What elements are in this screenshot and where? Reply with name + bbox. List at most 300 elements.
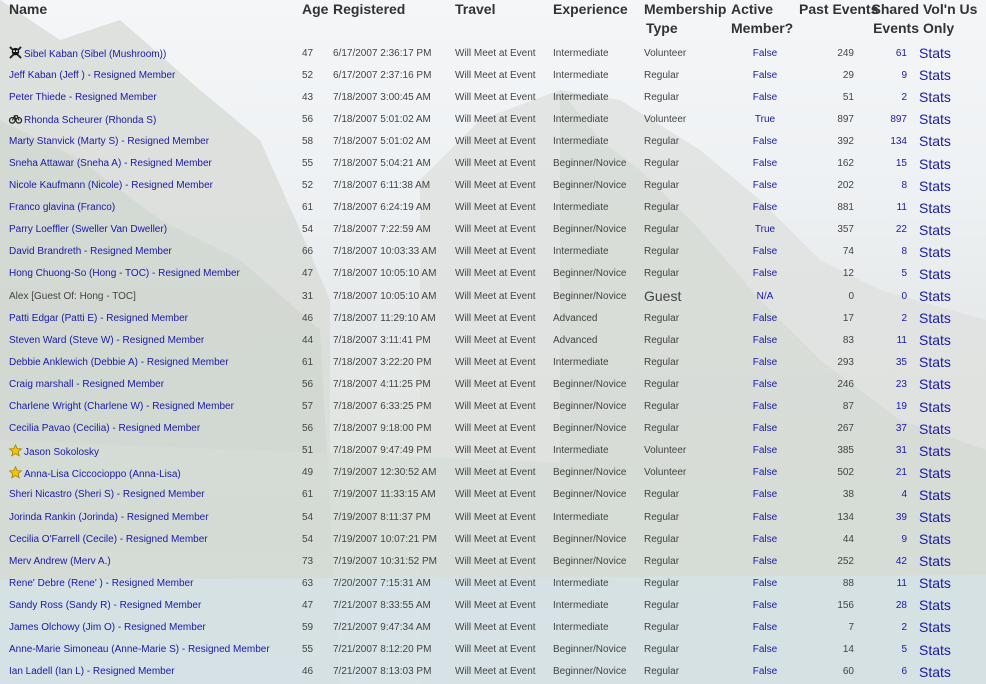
cell-name [0,241,302,263]
member-name-link[interactable]: Sandy Ross (Sandy R) - Resigned Member [9,599,202,611]
header-past-events[interactable]: Past Events [799,1,879,17]
stats-link[interactable]: Stats [919,265,951,282]
stats-link[interactable]: Stats [919,420,951,437]
cell-past-events: 51 [842,91,854,103]
cell-experience: Beginner/Novice [553,158,627,170]
cell-travel: Will Meet at Event [455,378,536,390]
cell-age: 44 [302,334,314,346]
member-name-link[interactable]: Sheri Nicastro (Sheri S) - Resigned Member [9,489,205,501]
cell-travel: Will Meet at Event [455,577,536,589]
table-row [0,462,986,484]
cell-active-member: False [752,445,778,457]
cell-shared-events: 11 [896,334,907,346]
stats-link[interactable]: Stats [919,332,951,349]
cell-past-events: 252 [837,555,854,567]
cell-experience: Intermediate [553,47,609,59]
cell-shared-events: 11 [896,202,907,214]
cell-shared-events: 61 [895,47,907,59]
cell-age: 54 [302,533,314,545]
stats-link[interactable]: Stats [919,45,951,62]
cell-active-member: False [752,246,778,258]
member-name-link[interactable]: Debbie Anklewich (Debbie A) - Resigned Member [9,356,229,368]
cell-experience: Beginner/Novice [553,224,627,236]
cell-membership-type: Regular [644,533,680,545]
cell-stats [919,152,986,174]
table-row [0,572,986,594]
cell-active-member: False [752,666,778,678]
header-travel[interactable]: Travel [455,1,496,17]
member-name-link[interactable]: Jason Sokolosky [24,446,100,458]
cell-membership-type: Regular [644,135,680,147]
member-name-link[interactable]: Merv Andrew (Merv A.) [9,555,111,567]
cell-age: 61 [302,489,314,501]
cell-registered: 7/18/2007 6:11:38 AM [333,180,431,192]
cell-travel: Will Meet at Event [455,666,536,678]
cell-experience: Intermediate [553,69,609,81]
table-row [0,197,986,219]
stats-link[interactable]: Stats [919,221,951,238]
cell-experience: Beginner/Novice [553,423,627,435]
member-name-link[interactable]: Sibel Kaban (Sibel (Mushroom)) [24,49,167,61]
member-name-link[interactable]: Anne-Marie Simoneau (Anne-Marie S) - Resigned Member [9,644,270,656]
cell-shared-events: 42 [895,555,907,567]
cell-membership-type: Regular [644,378,680,390]
cell-age: 46 [302,312,314,324]
header-membership-type[interactable]: Membership Type [644,1,727,36]
stats-link[interactable]: Stats [919,486,951,503]
cell-age: 49 [302,467,314,479]
cell-membership-type: Regular [644,202,680,214]
stats-link[interactable]: Stats [919,597,951,614]
stats-link[interactable]: Stats [919,398,951,415]
stats-link[interactable]: Stats [919,376,951,393]
cell-experience: Advanced [553,312,598,324]
cell-active-member: False [752,401,778,413]
cell-registered: 6/17/2007 2:36:17 PM [333,47,432,59]
cell-name [0,64,302,86]
cell-age: 47 [302,268,314,280]
cell-age: 61 [302,356,314,368]
cell-stats [919,639,986,661]
table-row [0,418,986,440]
bike-icon [9,112,22,125]
cell-age: 55 [302,644,314,656]
cell-past-events: 162 [837,158,854,170]
member-name-link[interactable]: Charlene Wright (Charlene W) - Resigned Member [9,401,234,413]
cell-travel: Will Meet at Event [455,445,536,457]
stats-link[interactable]: Stats [919,531,951,548]
cell-experience: Advanced [553,334,598,346]
cell-membership-type: Volunteer [644,47,687,59]
stats-link[interactable]: Stats [919,553,951,570]
cell-age: 61 [302,202,314,214]
cell-stats [919,108,986,130]
header-experience[interactable]: Experience [553,1,628,17]
stats-link[interactable]: Stats [919,199,951,216]
cell-active-member: True [754,113,776,125]
table-row [0,550,986,572]
cell-shared-events: 8 [901,246,907,258]
table-row [0,616,986,638]
cell-experience: Intermediate [553,445,609,457]
cell-past-events: 897 [837,113,854,125]
cell-past-events: 385 [837,445,854,457]
cell-registered: 7/18/2007 11:29:10 AM [333,312,436,324]
member-name-link[interactable]: Jorinda Rankin (Jorinda) - Resigned Member [9,511,209,523]
cell-membership-type: Volunteer [644,445,687,457]
table-row [0,108,986,130]
cell-membership-type: Regular [644,555,680,567]
cell-travel: Will Meet at Event [455,180,536,192]
cell-age: 58 [302,135,314,147]
table-row [0,639,986,661]
table-row [0,263,986,285]
cell-name [0,440,302,462]
cell-shared-events: 897 [890,113,907,125]
cell-travel: Will Meet at Event [455,69,536,81]
cell-past-events: 87 [842,401,854,413]
cell-experience: Intermediate [553,621,609,633]
cell-past-events: 246 [837,378,854,390]
member-name-link[interactable]: Anna-Lisa Ciccocioppo (Anna-Lisa) [24,468,181,480]
stats-link[interactable]: Stats [919,442,951,459]
cell-name [0,572,302,594]
cell-shared-events: 9 [901,533,907,545]
cell-travel: Will Meet at Event [455,135,536,147]
cell-membership-type: Regular [644,489,680,501]
header-active-member[interactable]: Active Member? [731,1,794,36]
cell-active-member: False [752,644,778,656]
cell-shared-events: 4 [901,489,907,501]
cell-stats [919,506,986,528]
cell-travel: Will Meet at Event [455,644,536,656]
stats-link[interactable]: Stats [919,619,951,636]
cell-registered: 7/18/2007 9:18:00 PM [333,423,432,435]
cell-age: 56 [302,423,314,435]
cell-name [0,263,302,285]
member-name-link[interactable]: Marty Stanvick (Marty S) - Resigned Member [9,135,210,147]
cell-age: 56 [302,113,314,125]
cell-name [0,108,302,130]
cell-name [0,550,302,572]
cell-registered: 6/17/2007 2:37:16 PM [333,69,432,81]
member-name-link[interactable]: Franco glavina (Franco) [9,202,116,214]
table-row [0,219,986,241]
table-row [0,42,986,64]
cell-membership-type: Guest [644,288,682,305]
table-row [0,241,986,263]
cell-registered: 7/21/2007 8:13:03 PM [333,666,432,678]
cell-stats [919,661,986,683]
table-row [0,285,986,307]
cell-travel: Will Meet at Event [455,268,536,280]
stats-link[interactable]: Stats [919,89,951,106]
stats-link[interactable]: Stats [919,509,951,526]
table-row [0,329,986,351]
member-name-link[interactable]: Jeff Kaban (Jeff ) - Resigned Member [9,69,176,81]
cell-travel: Will Meet at Event [455,423,536,435]
cell-age: 54 [302,224,314,236]
member-name-link[interactable]: Cecilia O'Farrell (Cecile) - Resigned Member [9,533,208,545]
stats-link[interactable]: Stats [919,464,951,481]
table-row [0,484,986,506]
cell-shared-events: 2 [901,91,907,103]
stats-link[interactable]: Stats [919,243,951,260]
cell-membership-type: Regular [644,246,680,258]
header-shared-events[interactable]: Shared Events [871,1,919,36]
cell-shared-events: 23 [895,378,907,390]
cell-membership-type: Regular [644,180,680,192]
cell-registered: 7/21/2007 8:33:55 AM [333,599,431,611]
cell-active-member: True [754,224,776,236]
cell-active-member: False [752,91,778,103]
cell-active-member: False [752,533,778,545]
cell-name [0,152,302,174]
stats-link[interactable]: Stats [919,155,951,172]
stats-link[interactable]: Stats [919,641,951,658]
member-name-link[interactable]: David Brandreth - Resigned Member [9,246,172,258]
table-row [0,373,986,395]
cell-name [0,616,302,638]
cell-travel: Will Meet at Event [455,401,536,413]
cell-active-member: False [752,423,778,435]
cell-membership-type: Volunteer [644,113,687,125]
cell-stats [919,263,986,285]
cell-registered: 7/19/2007 8:11:37 PM [333,511,431,523]
cell-past-events: 267 [837,423,854,435]
cell-age: 47 [302,599,314,611]
stats-link[interactable]: Stats [919,354,951,371]
cell-age: 31 [302,290,314,302]
cell-stats [919,550,986,572]
cell-active-member: False [752,158,778,170]
cell-membership-type: Regular [644,224,680,236]
cell-active-member: False [752,268,778,280]
cell-name [0,484,302,506]
member-name-link[interactable]: Nicole Kaufmann (Nicole) - Resigned Member [9,180,213,192]
header-registered[interactable]: Registered [333,1,406,17]
cell-past-events: 0 [848,290,854,302]
cell-registered: 7/19/2007 12:30:52 AM [333,467,437,479]
cell-past-events: 29 [842,69,854,81]
table-row [0,661,986,683]
cell-registered: 7/18/2007 4:11:25 PM [333,378,431,390]
cell-shared-events: 35 [895,356,907,368]
header-name[interactable]: Name [9,1,48,17]
member-name-link[interactable]: Peter Thiede - Resigned Member [9,91,157,103]
cell-name [0,130,302,152]
header-age[interactable]: Age [302,1,329,17]
cell-shared-events: 6 [901,666,907,678]
cell-experience: Beginner/Novice [553,290,627,302]
cell-age: 56 [302,378,314,390]
cell-name [0,197,302,219]
cell-registered: 7/18/2007 7:22:59 AM [333,224,431,236]
cell-travel: Will Meet at Event [455,224,536,236]
cell-membership-type: Regular [644,158,680,170]
table-row [0,351,986,373]
cell-stats [919,528,986,550]
member-name-link[interactable]: Rene' Debre (Rene' ) - Resigned Member [9,577,194,589]
cell-stats [919,572,986,594]
cell-experience: Intermediate [553,113,609,125]
cell-registered: 7/21/2007 9:47:34 AM [333,621,431,633]
table-row [0,440,986,462]
cell-registered: 7/18/2007 5:01:02 AM [333,113,431,125]
table-row [0,396,986,418]
stats-link[interactable]: Stats [919,288,951,305]
cell-travel: Will Meet at Event [455,621,536,633]
cell-active-member: False [752,378,778,390]
cell-stats [919,219,986,241]
member-name-link[interactable]: Patti Edgar (Patti E) - Resigned Member [9,312,188,324]
cell-stats [919,64,986,86]
cell-past-events: 12 [842,268,854,280]
member-name-link[interactable]: Ian Ladell (Ian L) - Resigned Member [9,666,175,678]
table-row [0,86,986,108]
cell-travel: Will Meet at Event [455,489,536,501]
cell-registered: 7/18/2007 3:22:20 PM [333,356,432,368]
member-name-link[interactable]: Rhonda Scheurer (Rhonda S) [24,115,157,127]
member-name-link[interactable]: James Olchowy (Jim O) - Resigned Member [9,621,206,633]
member-name-link[interactable]: Parry Loeffler (Sweller Van Dweller) [9,224,168,236]
table-row [0,64,986,86]
cell-name [0,639,302,661]
member-name-link[interactable]: Craig marshall - Resigned Member [9,378,165,390]
cell-stats [919,197,986,219]
cell-travel: Will Meet at Event [455,533,536,545]
stats-link[interactable]: Stats [919,663,951,680]
stats-link[interactable]: Stats [919,310,951,327]
cell-active-member: False [752,511,778,523]
header-vol-only[interactable]: Vol'n Us Only [923,1,978,36]
cell-active-member: False [752,555,778,567]
member-name-link[interactable]: Sneha Attawar (Sneha A) - Resigned Member [9,158,212,170]
stats-link[interactable]: Stats [919,133,951,150]
member-name-link[interactable]: Steven Ward (Steve W) - Resigned Member [9,334,205,346]
cell-shared-events: 2 [901,312,907,324]
cell-past-events: 249 [837,47,854,59]
cell-membership-type: Regular [644,423,680,435]
cell-past-events: 44 [842,533,854,545]
cell-registered: 7/18/2007 6:24:19 AM [333,202,431,214]
cell-travel: Will Meet at Event [455,555,536,567]
cell-past-events: 38 [842,489,854,501]
stats-link[interactable]: Stats [919,177,951,194]
cell-age: 52 [302,180,314,192]
table-row [0,152,986,174]
cell-active-member: False [752,334,778,346]
cell-experience: Beginner/Novice [553,533,627,545]
cell-age: 51 [302,445,314,457]
cell-name [0,307,302,329]
cell-shared-events: 19 [895,401,907,413]
cell-name [0,506,302,528]
cell-registered: 7/18/2007 10:03:33 AM [333,246,437,258]
cell-travel: Will Meet at Event [455,599,536,611]
star-icon [9,444,22,457]
cell-age: 55 [302,158,314,170]
cell-registered: 7/18/2007 3:11:41 PM [333,334,431,346]
stats-link[interactable]: Stats [919,111,951,128]
cell-past-events: 14 [842,644,854,656]
cell-name [0,329,302,351]
cell-past-events: 357 [837,224,854,236]
cell-registered: 7/21/2007 8:12:20 PM [333,644,432,656]
cell-age: 52 [302,69,314,81]
cell-stats [919,484,986,506]
cell-experience: Intermediate [553,202,609,214]
cell-shared-events: 5 [901,268,907,280]
member-name: Alex [Guest Of: Hong - TOC] [9,290,136,302]
cell-shared-events: 15 [895,158,907,170]
cell-past-events: 17 [842,312,854,324]
cell-registered: 7/19/2007 10:31:52 PM [333,555,437,567]
table-row [0,175,986,197]
cell-stats [919,418,986,440]
cell-active-member: False [752,312,778,324]
cell-membership-type: Regular [644,644,680,656]
cell-membership-type: Regular [644,334,680,346]
stats-link[interactable]: Stats [919,575,951,592]
table-row [0,307,986,329]
member-name-link[interactable]: Cecilia Pavao (Cecilia) - Resigned Member [9,423,201,435]
cell-shared-events: 28 [895,599,907,611]
stats-link[interactable]: Stats [919,67,951,84]
cell-travel: Will Meet at Event [455,356,536,368]
cell-stats [919,241,986,263]
cell-travel: Will Meet at Event [455,312,536,324]
cell-experience: Beginner/Novice [553,401,627,413]
cell-name [0,373,302,395]
cell-age: 57 [302,401,314,413]
cell-shared-events: 0 [901,290,907,302]
cell-name [0,528,302,550]
cell-shared-events: 21 [895,467,907,479]
cell-experience: Beginner/Novice [553,180,627,192]
members-table-body [0,42,986,683]
cell-active-member: False [752,599,778,611]
cell-membership-type: Regular [644,666,680,678]
cell-stats [919,130,986,152]
header-row [0,0,986,42]
cell-experience: Intermediate [553,577,609,589]
cell-active-member: False [752,356,778,368]
cell-stats [919,462,986,484]
cell-experience: Intermediate [553,599,609,611]
cell-shared-events: 134 [890,135,907,147]
cell-registered: 7/18/2007 9:47:49 PM [333,445,432,457]
cell-age: 43 [302,91,314,103]
cell-registered: 7/19/2007 10:07:21 PM [333,533,437,545]
cell-name [0,42,302,64]
cell-active-member: False [752,47,778,59]
cell-travel: Will Meet at Event [455,467,536,479]
cell-past-events: 881 [837,202,854,214]
cell-experience: Intermediate [553,246,609,258]
cell-active-member: False [752,489,778,501]
cell-age: 73 [302,555,314,567]
cell-name [0,219,302,241]
cell-active-member: False [752,577,778,589]
cell-age: 46 [302,666,314,678]
cell-shared-events: 39 [895,511,907,523]
cell-travel: Will Meet at Event [455,47,536,59]
cell-stats [919,351,986,373]
cell-stats [919,373,986,395]
member-name-link[interactable]: Hong Chuong-So (Hong - TOC) - Resigned Member [9,268,240,280]
cell-shared-events: 2 [901,621,907,633]
